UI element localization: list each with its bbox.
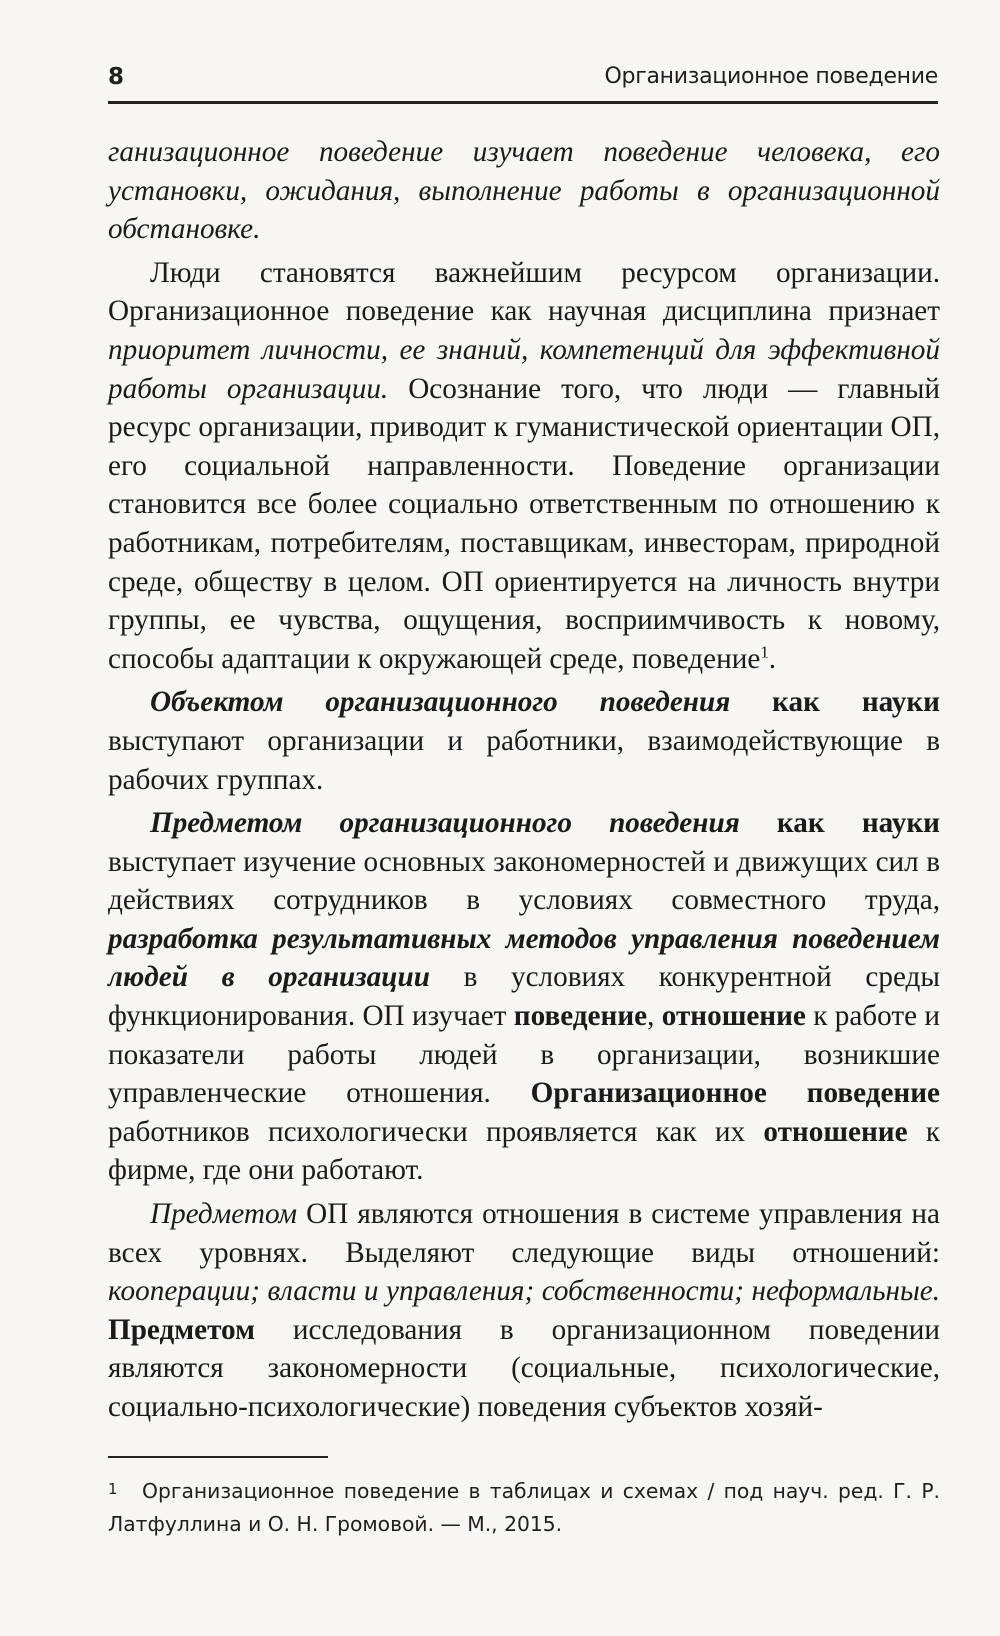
page-header <box>108 56 938 96</box>
paragraph-4 <box>108 804 940 1190</box>
footnote-ref: 1 <box>760 641 769 661</box>
text-run: в условиях конкурентной среды функционирования. ОП изучает <box>108 961 940 1033</box>
text-run: выступают организации и работники, взаимодействующие в рабочих группах. <box>108 724 940 796</box>
text-run: работников психологически проявляется как их <box>108 1115 764 1148</box>
bold-text: отношение <box>763 1115 908 1148</box>
footnote-mark: 1 <box>108 1480 118 1498</box>
paragraph-2 <box>108 254 940 679</box>
bold-italic-term: Предметом организационного поведения <box>150 807 740 840</box>
text-run: ОП являются отношения в системе управления на всех уровнях. Выделяют следующие виды отношений: <box>108 1198 940 1269</box>
italic-text: Предметом <box>150 1198 298 1231</box>
body-text <box>108 133 940 1432</box>
bold-italic-term: разработка результативных методов управления поведением людей в организации <box>108 922 940 994</box>
footnote <box>108 1475 940 1541</box>
bold-italic-term: Объектом организационного поведения <box>150 686 731 719</box>
bold-text: как науки <box>730 686 940 719</box>
paragraph-5 <box>108 1195 940 1427</box>
paragraph-1 <box>108 133 940 249</box>
running-title: Организационное поведение <box>604 64 938 89</box>
text-run: . <box>768 642 777 675</box>
bold-text: Предметом <box>108 1313 255 1346</box>
italic-text: ганизационное поведение изучает поведение человека, его установки, ожидания, выполнение работы в организационной обстановке. <box>108 136 940 246</box>
page-number: 8 <box>108 64 125 90</box>
text-run: выступает изучение основных закономерностей и движущих сил в действиях сотрудников в условиях совместного труда, <box>108 845 940 917</box>
paragraph-3 <box>108 683 940 799</box>
text-run: , <box>647 1000 662 1033</box>
bold-text: как науки <box>739 807 940 840</box>
bold-text: Организационное поведение <box>530 1077 940 1110</box>
text-run: Люди становятся важнейшим ресурсом организации. Организационное поведение как научная дисциплина признает <box>108 256 940 328</box>
italic-text: кооперации; власти и управления; собственности; неформальные. <box>108 1275 940 1308</box>
bold-text: отношение <box>661 1000 806 1033</box>
text-run: к фирме, где они работают. <box>108 1115 940 1187</box>
text-run: исследования в организационном поведении являются закономерности (социальные, психологические, социально-психологические) поведения субъектов хозяй- <box>108 1313 940 1423</box>
footnote-text: Организационное поведение в таблицах и схемах / под науч. ред. Г. Р. Латфуллина и О. Н. Громовой. — М., 2015. <box>108 1479 940 1536</box>
text-run: к работе и показатели работы людей в организации, возникшие управленческие отношения. <box>108 1000 940 1110</box>
footnote-rule <box>108 1456 328 1458</box>
italic-text: приоритет личности, ее знаний, компетенций для эффективной работы организации. <box>108 333 940 405</box>
bold-text: поведение <box>513 1000 648 1033</box>
header-rule <box>108 101 938 104</box>
text-run: Осознание того, что люди — главный ресурс организации, приводит к гуманистической ориентации ОП, его социальной направленности. Поведение организации становится все более социально ответственным по отношению к работникам, потребителям, поставщикам, инвесторам, природной среде, обществу в целом. ОП ориентируется на личность внутри группы, ее чувства, ощущения, восприимчивость к новому, способы адаптации к окружающей среде, поведение <box>108 372 940 675</box>
